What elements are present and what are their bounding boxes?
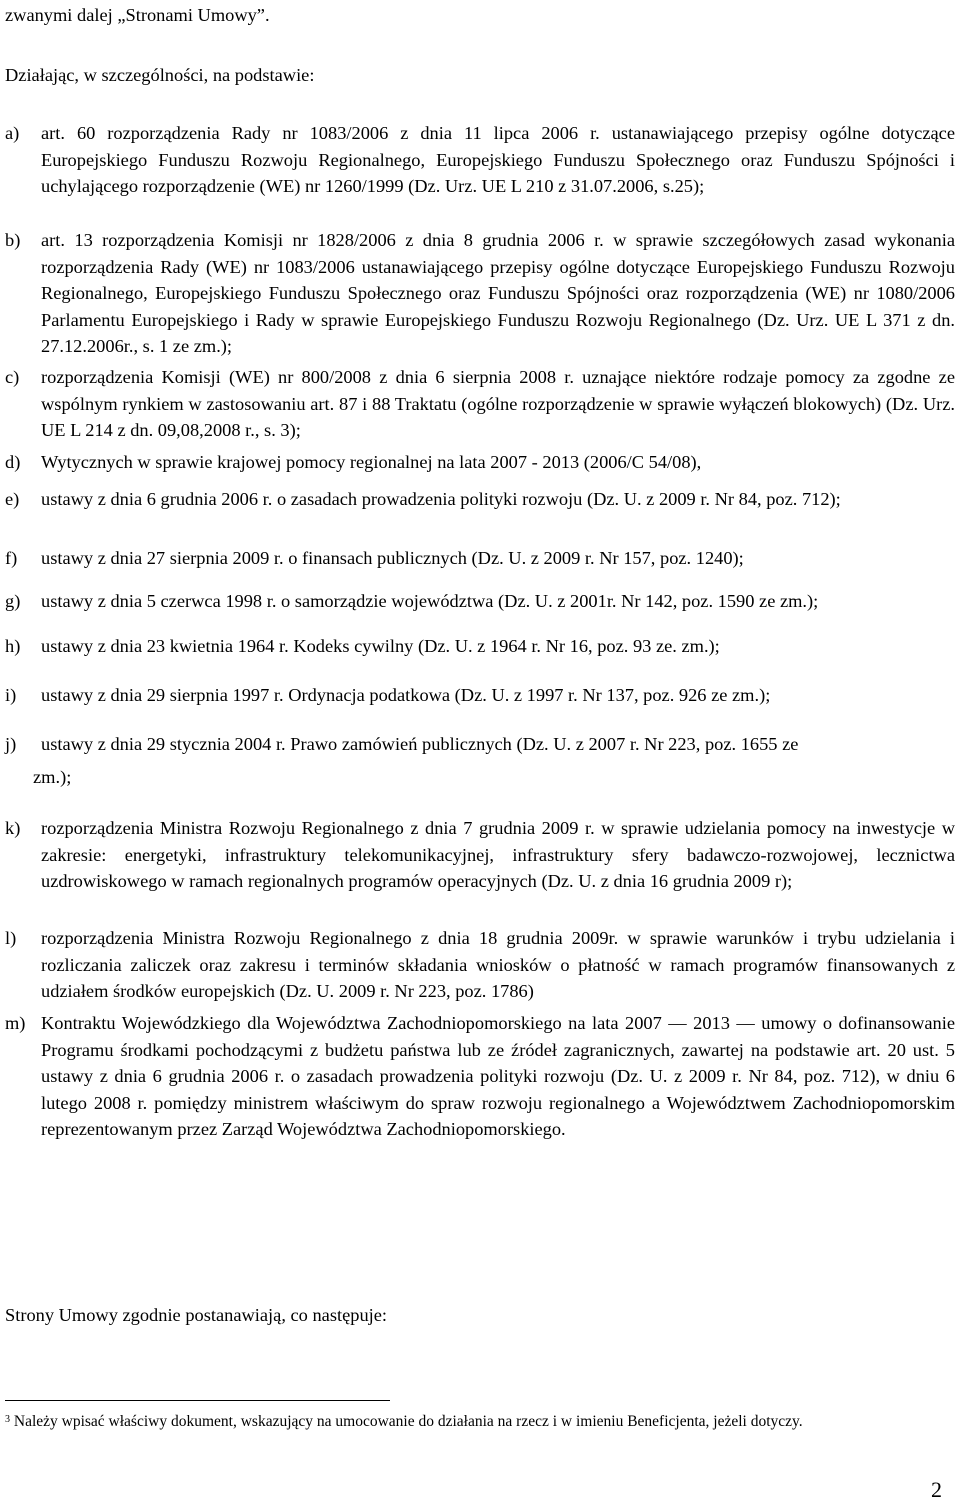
- list-marker: c): [5, 367, 20, 387]
- footnote: [5, 1412, 803, 1432]
- list-item-text: art. 60 rozporządzenia Rady nr 1083/2006 z dnia 11 lipca 2006 r. ustanawiającego przepisy ogólne dotyczące Europejskiego Funduszu Rozwoju Regionalnego, Europejskiego Funduszu Społecznego oraz Funduszu Spójności i uchylającego rozporządzenie (WE) nr 1260/1999 (Dz. Urz. UE L 210 z 31.07.2006, s.25);: [41, 123, 955, 196]
- footnote-text: Należy wpisać właściwy dokument, wskazujący na umocowanie do działania na rzecz i w imieniu Beneficjenta, jeżeli dotyczy.: [13, 1413, 803, 1430]
- list-item-text: rozporządzenia Ministra Rozwoju Regionalnego z dnia 18 grudnia 2009r. w sprawie warunków i trybu udzielania i rozliczania zaliczek oraz zakresu i terminów składania wniosków o płatność w ramach programów finansowanych z udziałem środków europejskich (Dz. U. 2009 r. Nr 223, poz. 1786): [41, 928, 955, 1001]
- list-item-b: [5, 227, 955, 360]
- list-marker: m): [5, 1013, 26, 1033]
- list-item-e: [5, 486, 955, 513]
- list-item-f: [5, 545, 955, 572]
- closing-line: Strony Umowy zgodnie postanawiają, co następuje:: [5, 1305, 388, 1325]
- list-item-text: Kontraktu Wojewódzkiego dla Województwa Zachodniopomorskiego na lata 2007 — 2013 — umowy o dofinansowanie Programu środkami pochodzącymi z budżetu państwa lub ze źródeł zagranicznych, zawartej na podstawie art. 20 ust. 5 ustawy z dnia 6 grudnia 2006 r. o zasadach prowadzenia polityki rozwoju (Dz. U. z 2009 r. Nr 84, poz. 712), w dniu 6 lutego 2008 r. pomiędzy ministrem właściwym do spraw rozwoju regionalnego a Województwem Zachodniopomorskim reprezentowanym przez Zarząd Województwa Zachodniopomorskiego.: [41, 1013, 955, 1139]
- list-item-text: ustawy z dnia 27 sierpnia 2009 r. o finansach publicznych (Dz. U. z 2009 r. Nr 157, poz. 1240);: [41, 548, 744, 568]
- list-item-g: [5, 588, 955, 615]
- footnote-separator: [5, 1400, 390, 1401]
- list-item-a: [5, 120, 955, 200]
- list-marker: i): [5, 685, 17, 705]
- list-item-d: [5, 449, 955, 476]
- list-item-text: ustawy z dnia 5 czerwca 1998 r. o samorządzie województwa (Dz. U. z 2001r. Nr 142, poz. 1590 ze zm.);: [41, 591, 819, 611]
- list-item-continuation: zm.);: [33, 766, 72, 787]
- list-item-m: [5, 1010, 955, 1143]
- intro-line: zwanymi dalej „Stronami Umowy”.: [5, 5, 270, 25]
- list-item-j: [5, 731, 955, 790]
- list-item-text: rozporządzenia Komisji (WE) nr 800/2008 z dnia 6 sierpnia 2008 r. uznające niektóre rodzaje pomocy za zgodne ze wspólnym rynkiem w zastosowaniu art. 87 i 88 Traktatu (ogólne rozporządzenie w sprawie wyłączeń blokowych) (Dz. Urz. UE L 214 z dn. 09,08,2008 r., s. 3);: [41, 367, 955, 440]
- list-item-c: [5, 364, 955, 444]
- list-marker: d): [5, 452, 21, 472]
- list-item-k: [5, 815, 955, 895]
- list-item-l: [5, 925, 955, 1005]
- list-marker: l): [5, 928, 17, 948]
- list-item-text: ustawy z dnia 29 stycznia 2004 r. Prawo zamówień publicznych (Dz. U. z 2007 r. Nr 223, poz. 1655 ze: [41, 734, 799, 754]
- list-marker: g): [5, 591, 21, 611]
- list-marker: k): [5, 818, 21, 838]
- list-item-h: [5, 633, 955, 660]
- acting-line: Działając, w szczególności, na podstawie:: [5, 65, 315, 85]
- list-item-text: ustawy z dnia 29 sierpnia 1997 r. Ordynacja podatkowa (Dz. U. z 1997 r. Nr 137, poz. 926 ze zm.);: [41, 685, 771, 705]
- list-marker: j): [5, 734, 17, 754]
- list-marker: e): [5, 489, 20, 509]
- list-marker: b): [5, 230, 21, 250]
- list-item-text: Wytycznych w sprawie krajowej pomocy regionalnej na lata 2007 - 2013 (2006/C 54/08),: [41, 452, 702, 472]
- list-marker: a): [5, 123, 20, 143]
- list-item-text: ustawy z dnia 23 kwietnia 1964 r. Kodeks cywilny (Dz. U. z 1964 r. Nr 16, poz. 93 ze. zm.);: [41, 636, 720, 656]
- list-item-text: ustawy z dnia 6 grudnia 2006 r. o zasadach prowadzenia polityki rozwoju (Dz. U. z 2009 r. Nr 84, poz. 712);: [41, 489, 841, 509]
- list-item-text: rozporządzenia Ministra Rozwoju Regionalnego z dnia 7 grudnia 2009 r. w sprawie udzielania pomocy na inwestycje w zakresie: energetyki, infrastruktury telekomunikacyjnej, infrastruktury sfery badawczo-rozwojowej, lecznictwa uzdrowiskowego w ramach regionalnych programów operacyjnych (Dz. U. z dnia 16 grudnia 2009 r);: [41, 818, 955, 891]
- page-number: 2: [931, 1477, 942, 1502]
- footnote-number: 3: [5, 1414, 10, 1425]
- list-marker: h): [5, 636, 21, 656]
- list-item-text: art. 13 rozporządzenia Komisji nr 1828/2006 z dnia 8 grudnia 2006 r. w sprawie szczegółowych zasad wykonania rozporządzenia Rady (WE) nr 1083/2006 ustanawiającego przepisy ogólne dotyczące Europejskiego Funduszu Rozwoju Regionalnego, Europejskiego Funduszu Społecznego oraz Funduszu Spójności oraz rozporządzenia (WE) nr 1080/2006 Parlamentu Europejskiego i Rady w sprawie Europejskiego Funduszu Rozwoju Regionalnego (Dz. Urz. UE L 371 z dn. 27.12.2006r., s. 1 ze zm.);: [41, 230, 955, 356]
- list-item-i: [5, 682, 955, 709]
- list-marker: f): [5, 548, 18, 568]
